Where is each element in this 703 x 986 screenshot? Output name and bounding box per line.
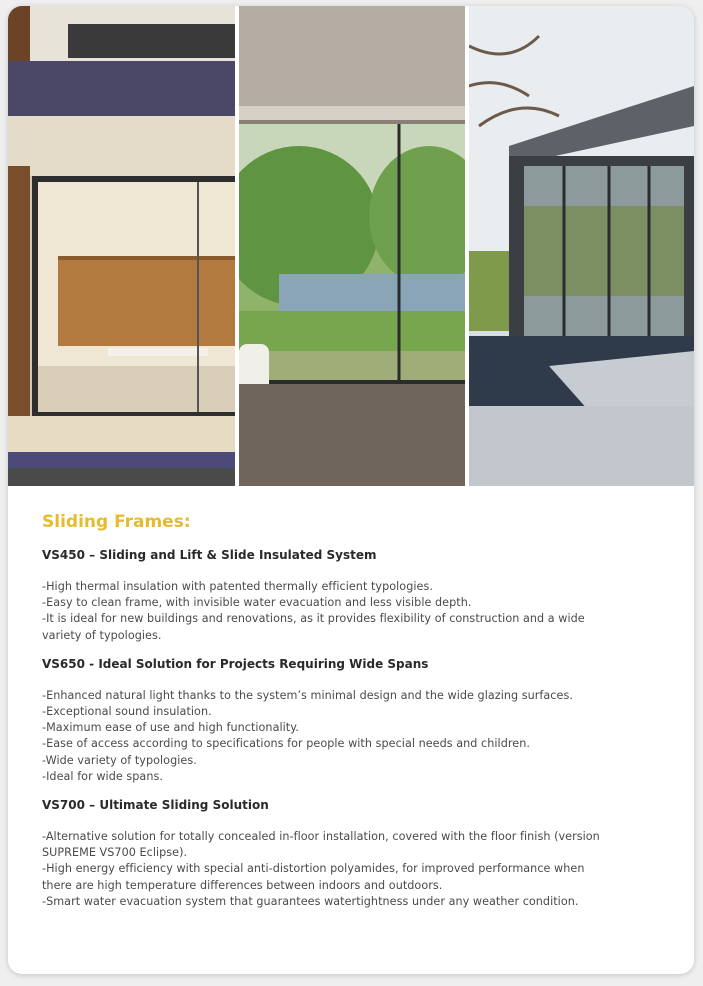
feature-line: -Maximum ease of use and high functionality. (42, 721, 299, 735)
feature-list (42, 579, 662, 644)
feature-line: there are high temperature differences between indoors and outdoors. (42, 878, 443, 892)
photo-gallery (8, 6, 694, 486)
interior-kitchen-sliding-door-photo (8, 6, 235, 486)
feature-line: SUPREME VS700 Eclipse). (42, 846, 188, 860)
feature-line: -Ideal for wide spans. (42, 769, 163, 783)
feature-line: -Smart water evacuation system that guarantees watertightness under any weather condition. (42, 894, 579, 908)
product-vs650 (42, 656, 662, 785)
section-title: Sliding Frames: (42, 512, 191, 532)
feature-line: variety of typologies. (42, 628, 162, 642)
panoramic-window-lake-view-photo (239, 6, 465, 486)
feature-line: -High thermal insulation with patented thermally efficient typologies. (42, 580, 433, 593)
feature-line: -Ease of access according to specifications for people with special needs and children. (42, 737, 530, 751)
product-vs450 (42, 547, 662, 644)
feature-list (42, 829, 662, 910)
product-vs700 (42, 797, 662, 910)
brochure-card (8, 6, 694, 974)
feature-line: -Wide variety of typologies. (42, 753, 197, 767)
feature-line: -It is ideal for new buildings and renovations, as it provides flexibility of construction and a wide (42, 612, 585, 626)
feature-line: -High energy efficiency with special anti-distortion polyamides, for improved performance when (42, 862, 585, 876)
feature-line: -Enhanced natural light thanks to the system’s minimal design and the wide glazing surfaces. (42, 688, 573, 702)
feature-line: -Easy to clean frame, with invisible water evacuation and less visible depth. (42, 596, 472, 610)
feature-line: -Exceptional sound insulation. (42, 705, 212, 719)
house-with-pool-sliding-glass-photo (469, 6, 694, 486)
product-heading: VS700 – Ultimate Sliding Solution (42, 798, 269, 813)
product-description (42, 511, 662, 922)
feature-line: -Alternative solution for totally concealed in-floor installation, covered with the floor finish (version (42, 830, 600, 844)
product-heading: VS450 – Sliding and Lift & Slide Insulated System (42, 548, 377, 562)
product-heading: VS650 - Ideal Solution for Projects Requiring Wide Spans (42, 656, 429, 671)
feature-list (42, 688, 662, 785)
